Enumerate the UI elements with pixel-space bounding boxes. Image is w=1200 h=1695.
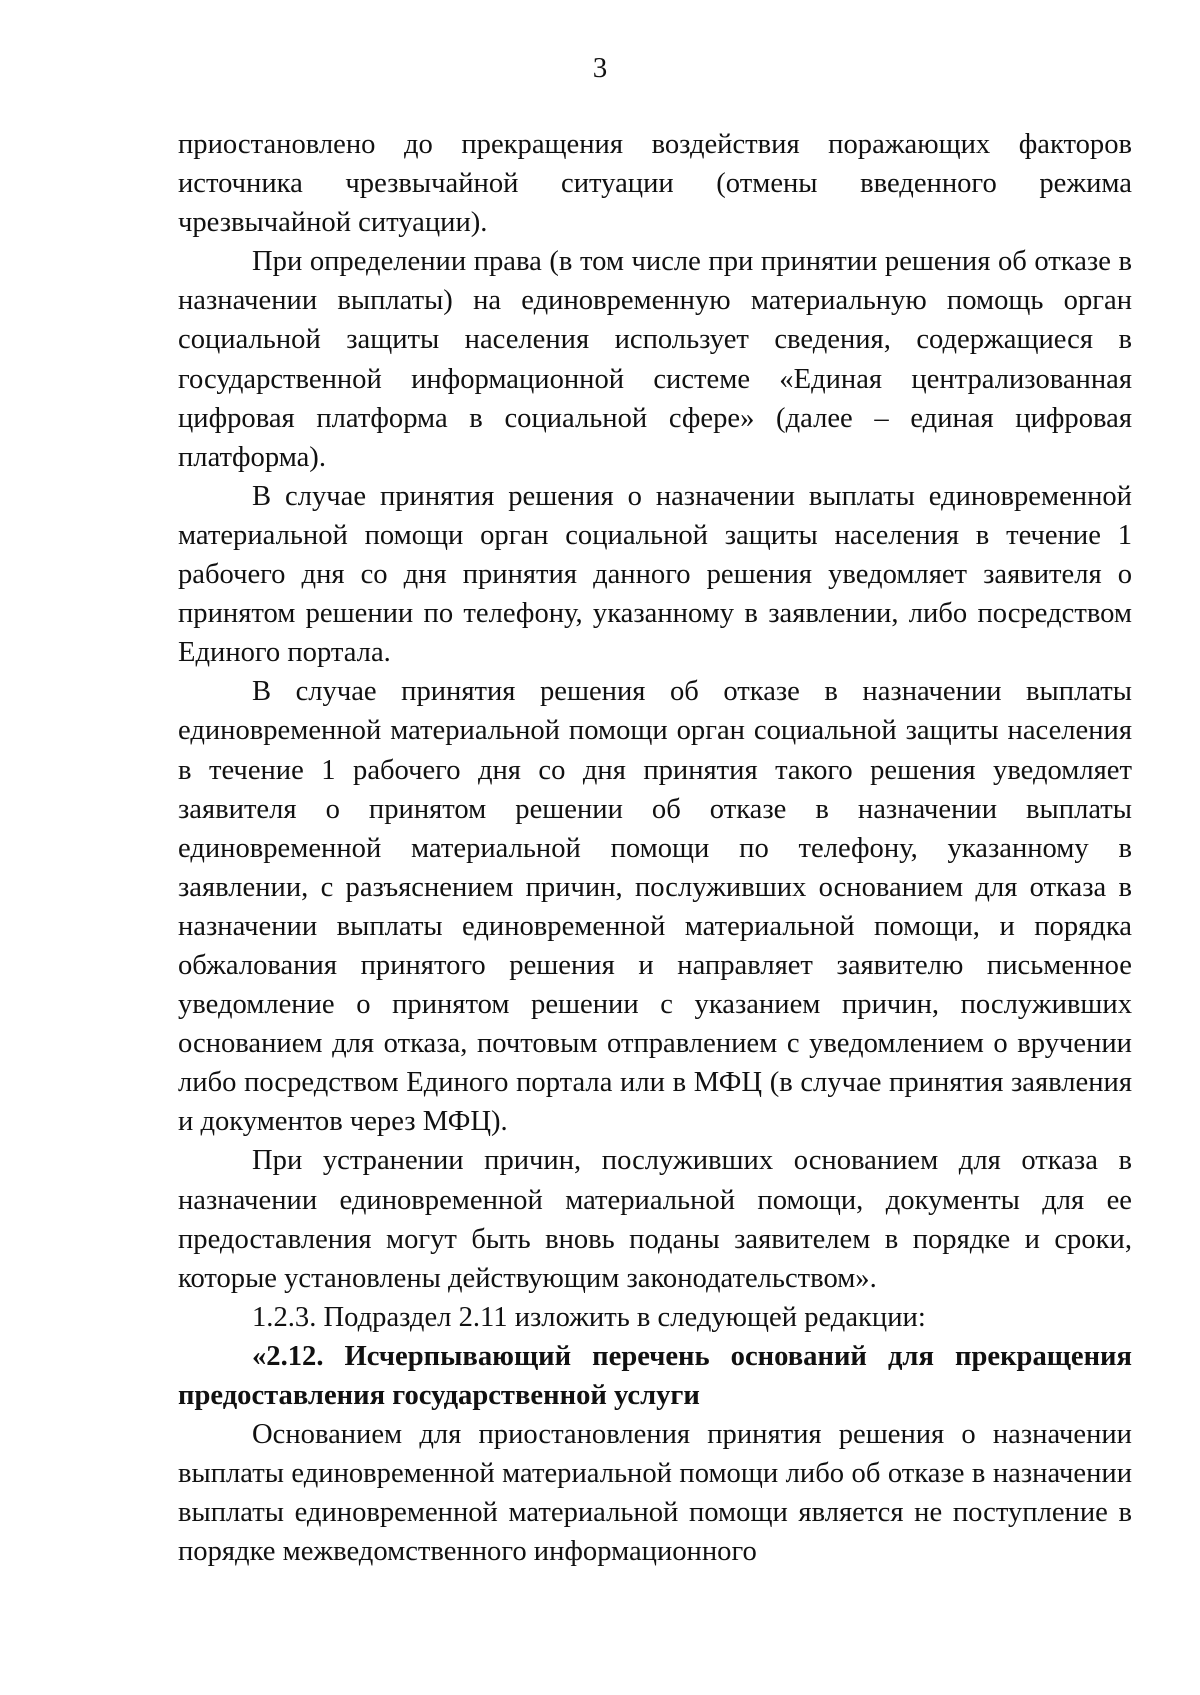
document-body <box>178 125 1132 1571</box>
page-number: 3 <box>592 52 608 84</box>
paragraph-approval-notice: В случае принятия решения о назначении выплаты единовременной материальной помощи орган социальной защиты населения в течение 1 рабочего дня со дня принятия данного решения уведомляет заявителя о принятом решении по телефону, указанному в заявлении, либо посредством Единого портала. <box>178 480 1132 669</box>
paragraph-right-determination: При определении права (в том числе при принятии решения об отказе в назначении выплаты) на единовременную материальную помощь орган социальной защиты населения использует сведения, содержащиеся в государственной информационной системе «Единая централизованная цифровая платформа в социальной сфере» (далее – единая цифровая платформа). <box>178 246 1132 473</box>
paragraph-suspension-grounds: Основанием для приостановления принятия решения о назначении выплаты единовременной материальной помощи либо об отказе в назначении выплаты единовременной материальной помощи является не поступление в порядке межведомственного информационного <box>178 1419 1132 1568</box>
paragraph-refusal-notice: В случае принятия решения об отказе в назначении выплаты единовременной материальной помощи орган социальной защиты населения в течение 1 рабочего дня со дня принятия такого решения уведомляет заявителя о принятом решении об отказе в назначении выплаты единовременной материальной помощи по телефону, указанному в заявлении, с разъяснением причин, послуживших основанием для отказа в назначении выплаты единовременной материальной помощи, и порядка обжалования принятого решения и направляет заявителю письменное уведомление о принятом решении с указанием причин, послуживших основанием для отказа, почтовым отправлением с уведомлением о вручении либо посредством Единого портала или в МФЦ (в случае принятия заявления и документов через МФЦ). <box>178 676 1132 1138</box>
section-heading: «2.12. Исчерпывающий перечень оснований для прекращения предоставления государственной услуги <box>178 1340 1132 1411</box>
paragraph-amendment: 1.2.3. Подраздел 2.11 изложить в следующей редакции: <box>252 1301 926 1333</box>
paragraph-continuation: приостановлено до прекращения воздействия поражающих факторов источника чрезвычайной ситуации (отмены введенного режима чрезвычайной ситуации). <box>178 129 1132 239</box>
paragraph-resubmission: При устранении причин, послуживших основанием для отказа в назначении единовременной материальной помощи, документы для ее предоставления могут быть вновь поданы заявителем в порядке и сроки, которые установлены действующим законодательством». <box>178 1145 1132 1294</box>
